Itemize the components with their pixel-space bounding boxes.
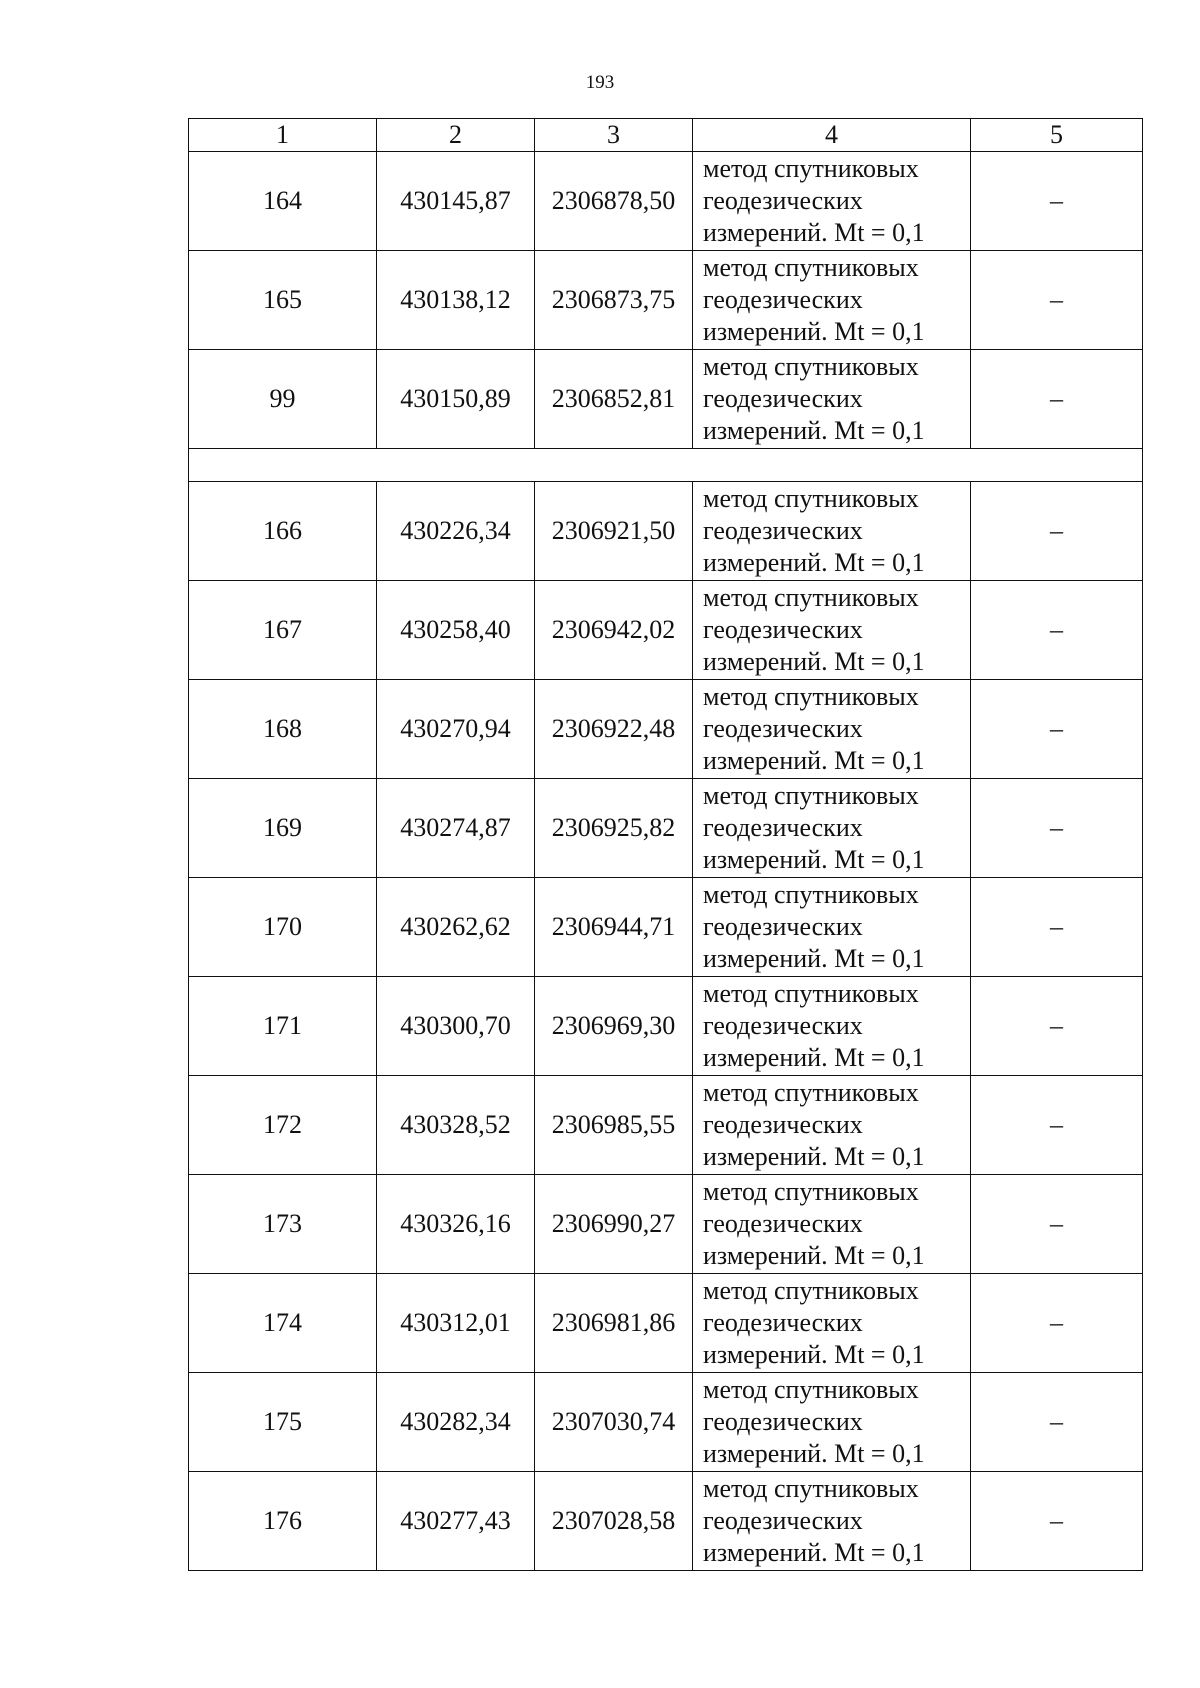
y-coordinate-cell: 2306873,75	[535, 251, 693, 350]
point-number-cell: 172	[189, 1076, 377, 1175]
method-line: измерений. Mt = 0,1	[703, 1538, 925, 1567]
y-coordinate-cell: 2306985,55	[535, 1076, 693, 1175]
table-row	[189, 581, 1143, 680]
method-line: измерений. Mt = 0,1	[703, 317, 925, 346]
method-line: метод спутниковых	[703, 352, 919, 381]
point-number-cell: 176	[189, 1472, 377, 1571]
y-coordinate-cell: 2307028,58	[535, 1472, 693, 1571]
method-line: измерений. Mt = 0,1	[703, 647, 925, 676]
method-line: метод спутниковых	[703, 979, 919, 1008]
x-coordinate-cell: 430258,40	[377, 581, 535, 680]
method-cell	[693, 350, 971, 449]
y-coordinate-cell: 2307030,74	[535, 1373, 693, 1472]
method-line: метод спутниковых	[703, 1375, 919, 1404]
x-coordinate-cell: 430274,87	[377, 779, 535, 878]
x-coordinate-cell: 430226,34	[377, 482, 535, 581]
point-number-cell: 165	[189, 251, 377, 350]
group-separator-cell	[189, 449, 1143, 482]
coordinates-table	[188, 118, 1143, 1571]
method-line: метод спутниковых	[703, 880, 919, 909]
method-line: геодезических	[703, 1308, 863, 1337]
method-cell	[693, 1472, 971, 1571]
method-line: измерений. Mt = 0,1	[703, 548, 925, 577]
table-row	[189, 1076, 1143, 1175]
method-line: измерений. Mt = 0,1	[703, 1142, 925, 1171]
note-cell: –	[971, 680, 1143, 779]
x-coordinate-cell: 430145,87	[377, 152, 535, 251]
x-coordinate-cell: 430282,34	[377, 1373, 535, 1472]
column-header-3: 3	[535, 119, 693, 152]
table-row	[189, 1274, 1143, 1373]
method-cell	[693, 251, 971, 350]
method-cell	[693, 1076, 971, 1175]
y-coordinate-cell: 2306942,02	[535, 581, 693, 680]
method-cell	[693, 1373, 971, 1472]
y-coordinate-cell: 2306944,71	[535, 878, 693, 977]
table-row	[189, 680, 1143, 779]
note-cell: –	[971, 1373, 1143, 1472]
method-line: геодезических	[703, 813, 863, 842]
point-number-cell: 168	[189, 680, 377, 779]
x-coordinate-cell: 430326,16	[377, 1175, 535, 1274]
y-coordinate-cell: 2306925,82	[535, 779, 693, 878]
x-coordinate-cell: 430328,52	[377, 1076, 535, 1175]
y-coordinate-cell: 2306878,50	[535, 152, 693, 251]
method-line: измерений. Mt = 0,1	[703, 845, 925, 874]
method-line: измерений. Mt = 0,1	[703, 1439, 925, 1468]
column-header-2: 2	[377, 119, 535, 152]
point-number-cell: 173	[189, 1175, 377, 1274]
point-number-cell: 171	[189, 977, 377, 1076]
method-line: измерений. Mt = 0,1	[703, 1241, 925, 1270]
y-coordinate-cell: 2306921,50	[535, 482, 693, 581]
y-coordinate-cell: 2306852,81	[535, 350, 693, 449]
method-line: геодезических	[703, 384, 863, 413]
table-row	[189, 779, 1143, 878]
method-line: геодезических	[703, 1407, 863, 1436]
method-line: метод спутниковых	[703, 781, 919, 810]
y-coordinate-cell: 2306981,86	[535, 1274, 693, 1373]
point-number-cell: 99	[189, 350, 377, 449]
x-coordinate-cell: 430300,70	[377, 977, 535, 1076]
method-cell	[693, 977, 971, 1076]
table-row	[189, 977, 1143, 1076]
x-coordinate-cell: 430270,94	[377, 680, 535, 779]
note-cell: –	[971, 581, 1143, 680]
note-cell: –	[971, 779, 1143, 878]
method-line: геодезических	[703, 1011, 863, 1040]
note-cell: –	[971, 878, 1143, 977]
note-cell: –	[971, 350, 1143, 449]
method-line: метод спутниковых	[703, 1078, 919, 1107]
method-cell	[693, 581, 971, 680]
method-cell	[693, 878, 971, 977]
x-coordinate-cell: 430150,89	[377, 350, 535, 449]
method-line: измерений. Mt = 0,1	[703, 1340, 925, 1369]
method-line: измерений. Mt = 0,1	[703, 1043, 925, 1072]
method-line: геодезических	[703, 285, 863, 314]
method-line: метод спутниковых	[703, 484, 919, 513]
x-coordinate-cell: 430262,62	[377, 878, 535, 977]
method-line: измерений. Mt = 0,1	[703, 416, 925, 445]
method-line: геодезических	[703, 714, 863, 743]
table-row	[189, 152, 1143, 251]
y-coordinate-cell: 2306990,27	[535, 1175, 693, 1274]
note-cell: –	[971, 1472, 1143, 1571]
method-cell	[693, 680, 971, 779]
point-number-cell: 164	[189, 152, 377, 251]
method-line: измерений. Mt = 0,1	[703, 944, 925, 973]
method-line: метод спутниковых	[703, 1276, 919, 1305]
method-cell	[693, 152, 971, 251]
method-line: метод спутниковых	[703, 682, 919, 711]
method-line: геодезических	[703, 186, 863, 215]
method-line: геодезических	[703, 615, 863, 644]
method-line: измерений. Mt = 0,1	[703, 746, 925, 775]
x-coordinate-cell: 430312,01	[377, 1274, 535, 1373]
x-coordinate-cell: 430138,12	[377, 251, 535, 350]
column-header-1: 1	[189, 119, 377, 152]
method-cell	[693, 1175, 971, 1274]
column-header-5: 5	[971, 119, 1143, 152]
point-number-cell: 175	[189, 1373, 377, 1472]
note-cell: –	[971, 1076, 1143, 1175]
header-row	[189, 119, 1143, 152]
x-coordinate-cell: 430277,43	[377, 1472, 535, 1571]
note-cell: –	[971, 1274, 1143, 1373]
point-number-cell: 166	[189, 482, 377, 581]
method-cell	[693, 779, 971, 878]
note-cell: –	[971, 1175, 1143, 1274]
group-separator-row	[189, 449, 1143, 482]
point-number-cell: 170	[189, 878, 377, 977]
page-number: 193	[585, 72, 615, 93]
table-row	[189, 350, 1143, 449]
column-header-4: 4	[693, 119, 971, 152]
table-row	[189, 878, 1143, 977]
point-number-cell: 167	[189, 581, 377, 680]
method-line: метод спутниковых	[703, 583, 919, 612]
table-row	[189, 1373, 1143, 1472]
method-line: метод спутниковых	[703, 1474, 919, 1503]
y-coordinate-cell: 2306922,48	[535, 680, 693, 779]
note-cell: –	[971, 977, 1143, 1076]
method-cell	[693, 482, 971, 581]
method-line: метод спутниковых	[703, 1177, 919, 1206]
method-cell	[693, 1274, 971, 1373]
method-line: геодезических	[703, 1506, 863, 1535]
point-number-cell: 174	[189, 1274, 377, 1373]
table-body	[189, 119, 1143, 1571]
point-number-cell: 169	[189, 779, 377, 878]
table-row	[189, 1472, 1143, 1571]
note-cell: –	[971, 482, 1143, 581]
method-line: метод спутниковых	[703, 154, 919, 183]
y-coordinate-cell: 2306969,30	[535, 977, 693, 1076]
table-row	[189, 1175, 1143, 1274]
method-line: измерений. Mt = 0,1	[703, 218, 925, 247]
method-line: геодезических	[703, 912, 863, 941]
method-line: геодезических	[703, 1110, 863, 1139]
method-line: геодезических	[703, 516, 863, 545]
method-line: геодезических	[703, 1209, 863, 1238]
method-line: метод спутниковых	[703, 253, 919, 282]
note-cell: –	[971, 251, 1143, 350]
table-row	[189, 482, 1143, 581]
note-cell: –	[971, 152, 1143, 251]
table-row	[189, 251, 1143, 350]
